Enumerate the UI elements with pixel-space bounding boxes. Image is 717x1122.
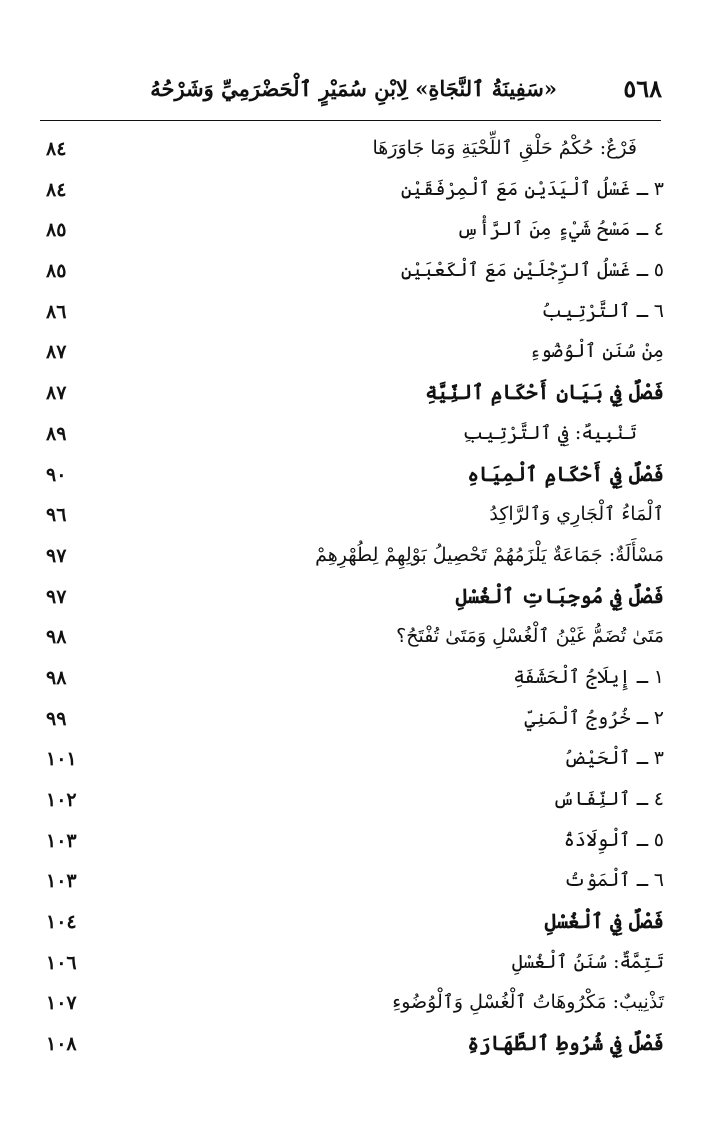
toc-entry-title: ٱلْمَاءُ ٱلْجَارِي وَٱلرَّاكِدُ	[489, 503, 664, 526]
toc-entry-page-number: ٨٥	[46, 219, 67, 242]
toc-entry	[0, 291, 717, 332]
toc-entry	[0, 698, 717, 739]
toc-entry-page-number: ٩٨	[46, 666, 67, 689]
toc-section-heading	[0, 901, 717, 942]
toc-entry-title: ٥ ـ ٱلْوِلَادَةُ	[563, 828, 664, 851]
toc-entry-page-number: ٨٧	[46, 341, 67, 364]
toc-entry	[0, 820, 717, 861]
toc-entry-title: ٦ ـ ٱلتَّرْتِيبُ	[541, 299, 664, 322]
toc-section-heading	[0, 372, 717, 413]
toc-entry-page-number: ٩٦	[46, 504, 67, 527]
toc-entry-title: فَصْلٌ فِي شُرُوطِ ٱلطَّهَارَةِ	[467, 1031, 664, 1056]
toc-entry-page-number: ١٠٨	[46, 1033, 77, 1056]
toc-section-heading	[0, 1023, 717, 1064]
toc-entry-title: مِنْ سُنَنِ ٱلْوُضُوءِ	[529, 340, 664, 363]
toc-entry-page-number: ٩٨	[46, 626, 67, 649]
toc-entry-title: ٤ ـ ٱلنِّفَاسُ	[552, 788, 664, 810]
toc-entry-page-number: ٨٥	[46, 260, 67, 283]
toc-entry	[0, 494, 717, 535]
toc-entry-title: مَسْأَلَةٌ: جَمَاعَةٌ يَلْزَمُهُمْ تَحْصِيلُ بَوْلِهِمْ لِطُهْرِهِمْ	[315, 543, 664, 566]
header-divider	[40, 120, 661, 121]
toc-entry-title: ٣ ـ ٱلْحَيْضُ	[563, 747, 664, 770]
toc-entry-page-number: ١٠٢	[46, 789, 77, 811]
toc-entry-title: مَتَىٰ تُضَمُّ غَيْنُ ٱلْغُسْلِ وَمَتَىٰ تُفْتَحُ؟	[396, 625, 664, 648]
toc-entry-page-number: ٨٤	[46, 178, 67, 201]
toc-entry	[0, 942, 717, 983]
toc-entry-title: تَنْبِيهٌ: فِي ٱلتَّرْتِيبِ	[462, 421, 637, 444]
toc-entry-page-number: ٨٦	[46, 300, 67, 323]
toc-entry-title: ٤ ـ مَسْحُ شَيْءٍ مِنَ ٱلرَّأْسِ	[456, 218, 664, 241]
toc-entry	[0, 982, 717, 1023]
toc-entry-page-number: ٩٩	[46, 707, 67, 730]
toc-entry-title: ٢ ـ خُرُوجُ ٱلْمَنِيِّ	[524, 706, 664, 729]
toc-entry-page-number: ١٠٣	[46, 870, 77, 893]
toc-entry-title: ٥ ـ غَسْلُ ٱلرِّجْلَيْنِ مَعَ ٱلْكَعْبَيْنِ	[400, 259, 664, 282]
toc-entry-page-number: ٩٧	[46, 585, 67, 608]
toc-entry	[0, 413, 717, 454]
toc-entry-page-number: ٩٧	[46, 544, 67, 567]
toc-entry	[0, 169, 717, 210]
toc-entry-title: تَتِمَّةٌ: سُنَنُ ٱلْغُسْلِ	[511, 950, 664, 973]
toc-entry-page-number: ١٠٧	[46, 992, 77, 1015]
toc-entry-title: فَصْلٌ فِي مُوجِبَاتِ ٱلْغُسْلِ	[455, 583, 664, 608]
toc-entry-title: فَصْلٌ فِي بَيَانِ أَحْكَامِ ٱلنِّيَّةِ	[425, 380, 664, 405]
toc-section-heading	[0, 454, 717, 495]
toc-entry-page-number: ١٠٤	[46, 911, 77, 934]
toc-entry-title: ٦ ـ ٱلْمَوْتُ	[563, 869, 664, 892]
toc-entry	[0, 779, 717, 820]
toc-entry-title: فَصْلٌ فِي أَحْكَامِ ٱلْمِيَاهِ	[467, 461, 664, 486]
toc-entry	[0, 616, 717, 657]
toc-entry-page-number: ٩٠	[46, 463, 67, 486]
toc-entry	[0, 331, 717, 372]
toc-entry	[0, 128, 717, 169]
toc-entry-title: ١ ـ إِيلَاجُ ٱلْحَشَفَةِ	[513, 665, 664, 688]
toc-entry	[0, 860, 717, 901]
toc-entry	[0, 657, 717, 698]
page-number: ٥٦٨	[623, 74, 662, 103]
toc-entry-title: تَذْنِيبٌ: مَكْرُوهَاتُ ٱلْغُسْلِ وَٱلْوُضُوءِ	[392, 991, 664, 1014]
running-header	[40, 72, 662, 112]
toc-entry-title: فَصْلٌ فِي ٱلْغُسْلِ	[544, 909, 664, 934]
toc-entry	[0, 209, 717, 250]
toc-entry-title: فَرْعٌ: حُكْمُ حَلْقِ ٱللِّحْيَةِ وَمَا جَاوَرَهَا	[372, 137, 637, 159]
table-of-contents	[0, 128, 717, 1064]
toc-entry	[0, 535, 717, 576]
toc-entry-page-number: ١٠٦	[46, 951, 77, 974]
toc-entry-page-number: ١٠١	[46, 748, 77, 771]
toc-entry-title: ٣ ـ غَسْلُ ٱلْيَدَيْنِ مَعَ ٱلْمِرْفَقَيْنِ	[400, 177, 664, 200]
toc-section-heading	[0, 576, 717, 617]
toc-entry-page-number: ٨٧	[46, 382, 67, 405]
toc-entry	[0, 738, 717, 779]
toc-entry-page-number: ٨٤	[46, 138, 67, 160]
toc-entry-page-number: ٨٩	[46, 422, 67, 445]
toc-entry-page-number: ١٠٣	[46, 829, 77, 852]
running-title: «سَفِينَةُ ٱلنَّجَاةِ» لِابْنِ سُمَيْرٍ ٱلْحَضْرَمِيِّ وَشَرْحُهُ	[150, 76, 557, 101]
toc-entry	[0, 250, 717, 291]
